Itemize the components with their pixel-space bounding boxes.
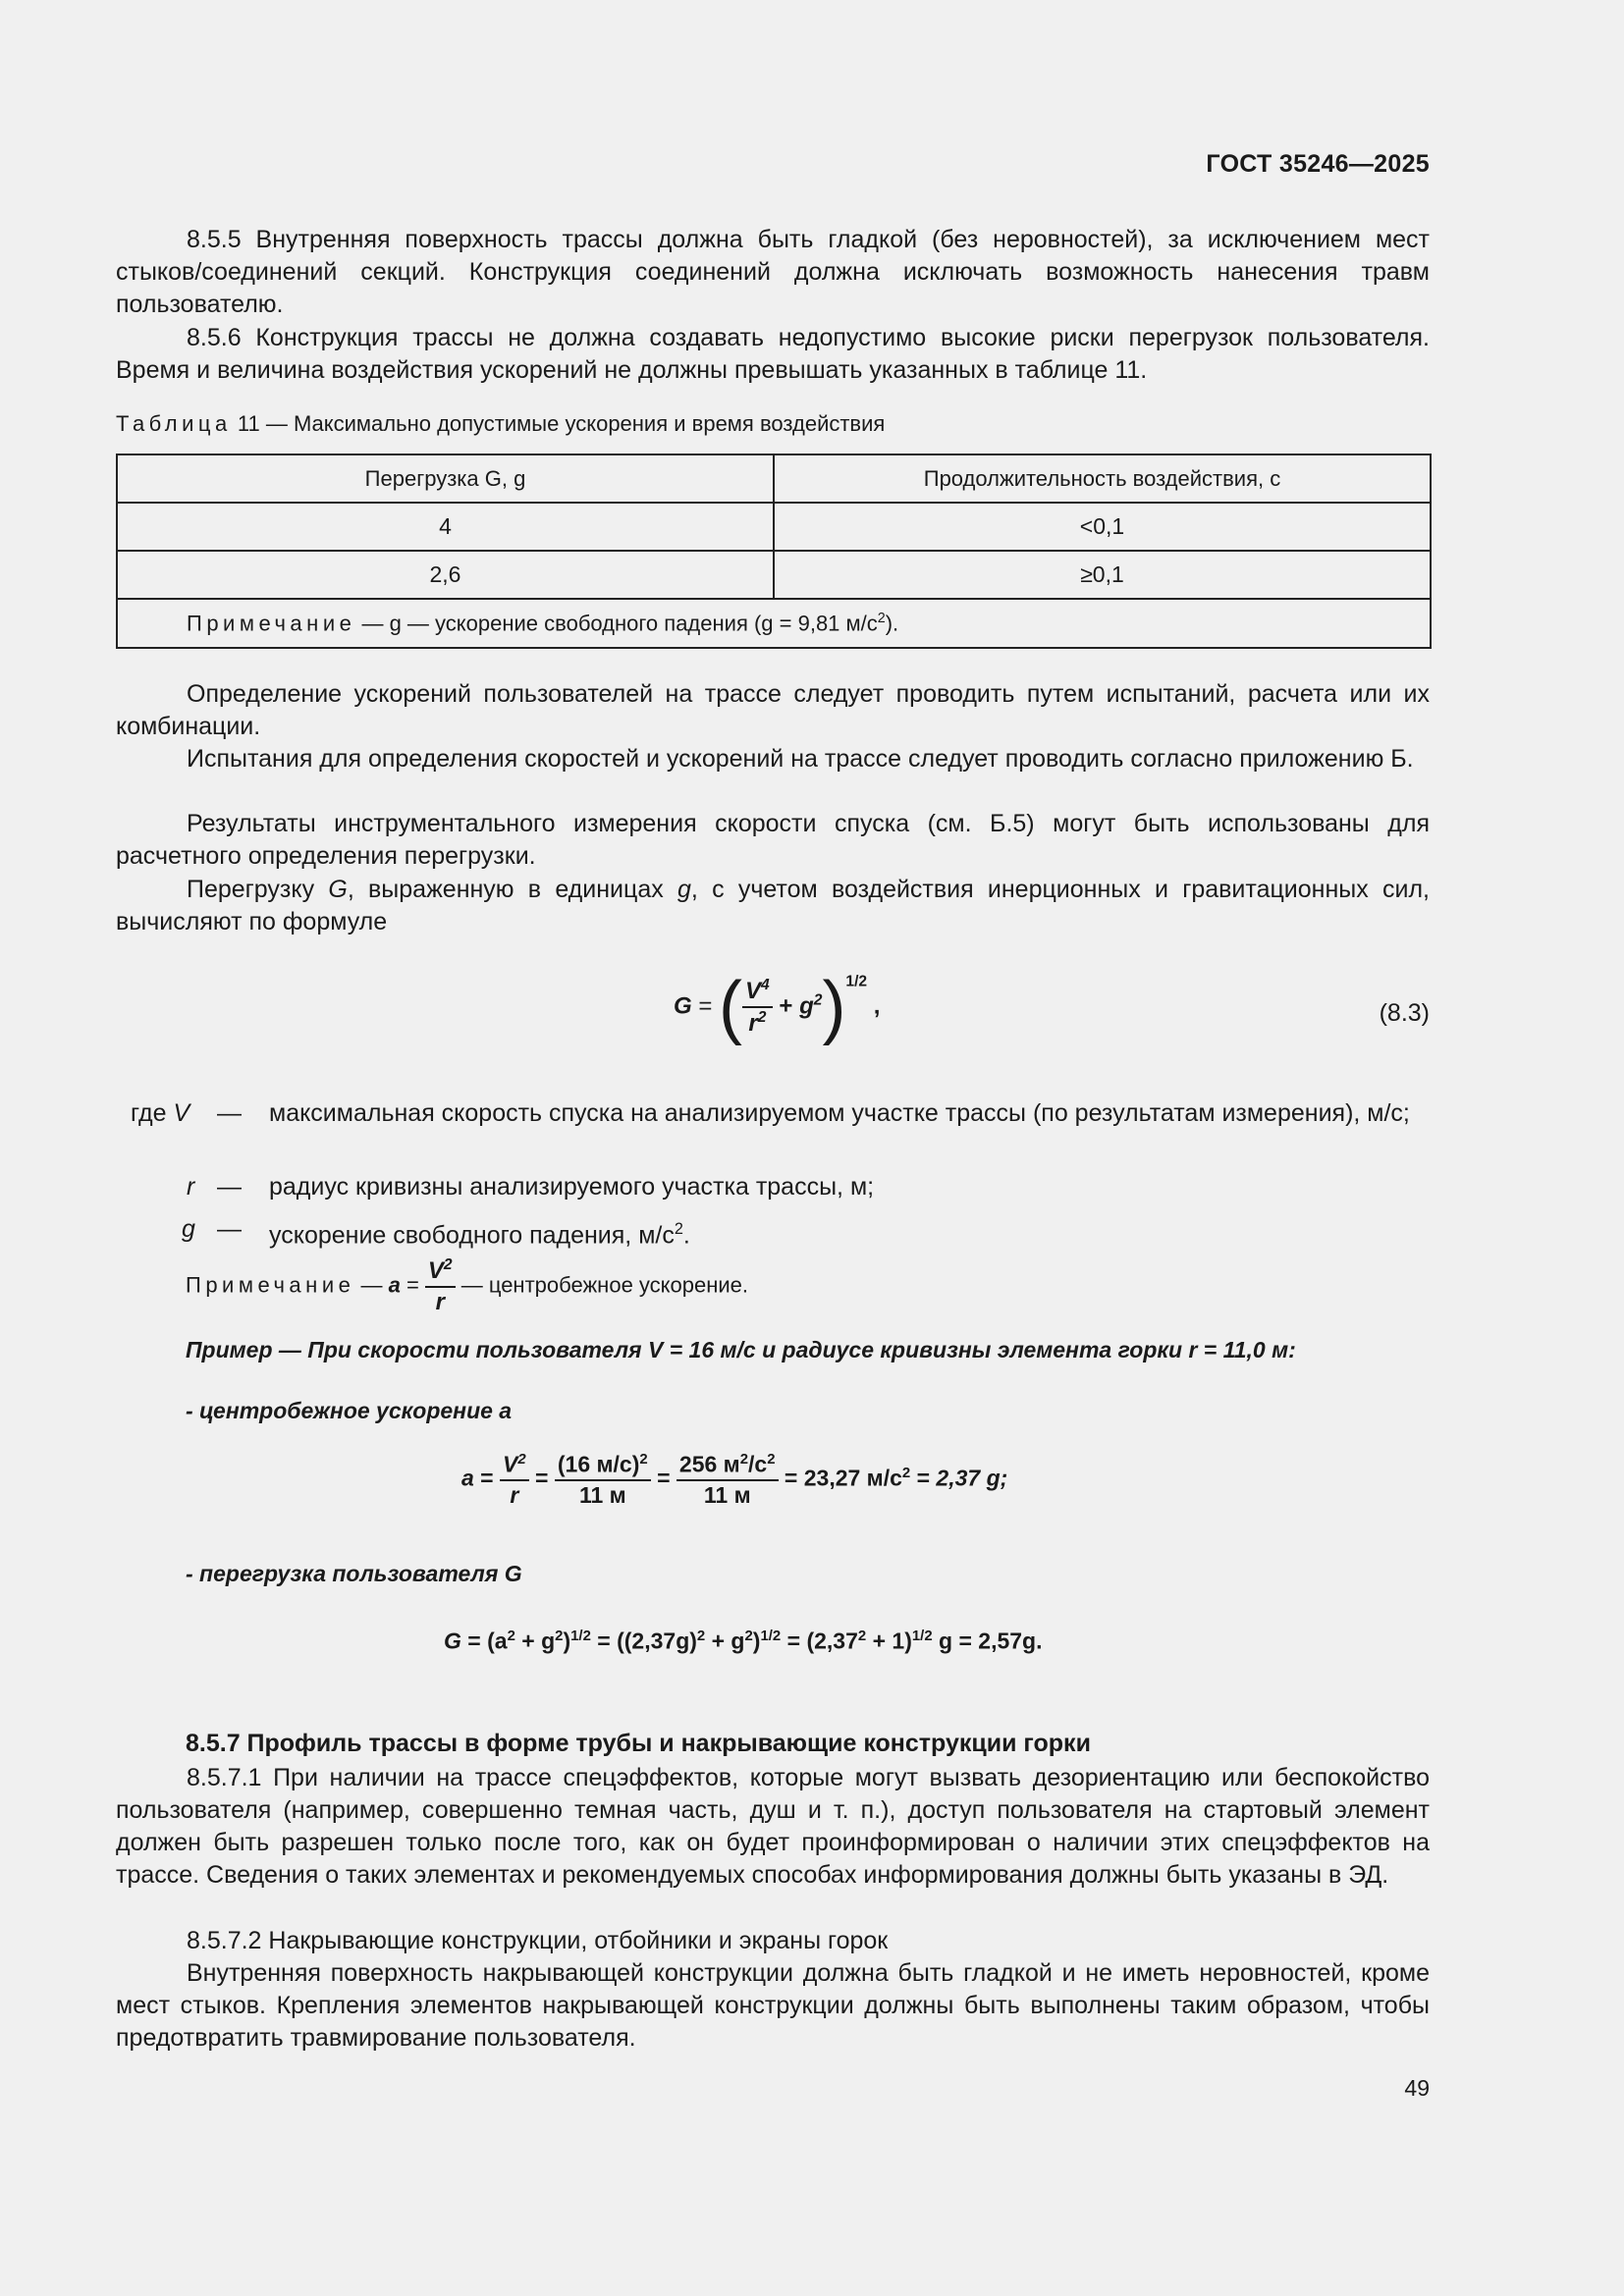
heading-857: 8.5.7 Профиль трассы в форме трубы и накрывающие конструкции горки: [186, 1730, 1091, 1757]
paragraph-inner-surface: Внутренняя поверхность накрывающей конструкции должна быть гладкой и не иметь неровностей, кроме мест стыков. Крепления элементов накрывающей конструкции должны быть выполнены таким образом, чтобы предотвратить травмирование пользователя.: [116, 1959, 1430, 2052]
page-number: 49: [1404, 2075, 1430, 2101]
acceleration-table: [116, 454, 1432, 649]
paragraph-overload: Перегрузку G, выраженную в единицах g, с учетом воздействия инерционных и гравитационных сил, вычисляют по формуле: [116, 876, 1430, 935]
document-page: ГОСТ 35246—2025 8.5.5 Внутренняя поверхность трассы должна быть гладкой (без неровностей), за исключением мест стыков/соединений секций. Конструкция соединений должна исключать возможность нанесения травм пользователю. 8.5.6 Конструкция трассы не должна создавать недопустимо высокие риски перегрузок пользователя. Время и величина воздействия ускорений не должны превышать указанных в таблице 11. Таблица 11 — Максимально допустимые ускорения и время воздействия Перегрузка G, g Продолжительность воздействия, с 4 <0,1 2,6 ≥0,1 Примечание — g — ускорение свободного падения (g = 9,81 $м/с^2$). Определение ускорений пользователей на трассе следует проводить путем испытаний, расчета или их комбинации. Испытания для определения скоростей и ускорений на трассе следует проводить согласно приложению Б. Результаты инструментального измерения скорости спуска (см. Б.5) могут быть использованы для расчетного определения перегрузки. Перегрузку G, выраженную в единицах g, с учетом воздействия инерционных и гравитационных сил, вычисляют по формуле G = ( $\frac{V^4}{r^2}$ + $g^2)^{1/2}$ , (8.3) где V — максимальная скорость спуска на анализируемом участке трассы (по результатам измерения), м/с; r — радиус кривизны анализируемого участка трассы, м; g — ускорение свободного падения, $м/с^2$. Примечание — a = $\frac{V^2}{r}$ — центробежное ускорение. Пример — При скорости пользователя V = 16 м/с и радиусе кривизны элемента горки r = 11,0 м: - центробежное ускорение a a = $\frac{V^2}{r}$ = $\frac{(16 м/с)^2}{11 м}$ = $\frac{256 м^2/с^2}{11 м}$ = 23,27 $м/с^2 = 2,37$ g; - перегрузка пользователя G $G = (a^2 + g^2)^{1/2} = ((2,37g)^2 + g^2)^{1/2} = (2,37^2 + 1)^{1/2}$ g = 2,57g. 8.5.7 Профиль трассы в форме трубы и накрывающие конструкции горки 8.5.7.1 При наличии на трассе спецэффектов, которые могут вызвать дезориентацию или беспокойство пользователя (например, совершенно темная часть, душ и т. п.), доступ пользователя на стартовый элемент должен быть разрешен только после того, как он будет проинформирован о наличии этих спецэффектов на трассе. Сведения о таких элементах и рекомендуемых способах информирования должны быть указаны в ЭД. 8.5.7.2 Накрывающие конструкции, отбойники и экраны горок Внутренняя поверхность накрывающей конструкции должна быть гладкой и не иметь неровностей, кроме мест стыков. Крепления элементов накрывающей конструкции должны быть выполнены таким образом, чтобы предотвратить травмирование пользователя. 49: [116, 150, 1430, 2101]
formula-number: (8.3): [1379, 999, 1430, 1027]
example-equation-centrifugal: a = $\frac{V^2}{r}$ = $\frac{(16 м/с)^2}{11 м}$ = $\frac{256 м^2/с^2}{11 м}$ = 23,27 $м/с^2 = 2,37$ g;: [461, 1451, 1008, 1508]
centrifugal-label: - центробежное ускорение a: [186, 1398, 513, 1423]
note-fraction: $\frac{V^2}{r}$: [425, 1256, 456, 1316]
paragraph-8572: 8.5.7.2 Накрывающие конструкции, отбойники и экраны горок: [187, 1927, 889, 1954]
table-cell: 2,6: [117, 551, 774, 599]
standard-header: ГОСТ 35246—2025: [1206, 150, 1430, 178]
paragraph-856: 8.5.6 Конструкция трассы не должна создавать недопустимо высокие риски перегрузок пользователя. Время и величина воздействия ускорений не должны превышать указанных в таблице 11.: [116, 324, 1430, 384]
table-cell: ≥0,1: [774, 551, 1431, 599]
paragraph-results: Результаты инструментального измерения скорости спуска (см. Б.5) могут быть использованы для расчетного определения перегрузки.: [116, 810, 1430, 870]
table-cell: <0,1: [774, 503, 1431, 551]
note-centrifugal: Примечание — a = $\frac{V^2}{r}$ — центробежное ускорение.: [186, 1256, 749, 1315]
formula-8-3: G = ( $\frac{V^4}{r^2}$ + $g^2)^{1/2}$ ,: [674, 968, 881, 1046]
table-row: [117, 551, 1431, 599]
overload-label: - перегрузка пользователя G: [186, 1561, 522, 1586]
paragraph-855: 8.5.5 Внутренняя поверхность трассы должна быть гладкой (без неровностей), за исключением мест стыков/соединений секций. Конструкция соединений должна исключать возможность нанесения травм пользователю.: [116, 226, 1430, 318]
table-caption: Таблица 11 — Максимально допустимые ускорения и время воздействия: [116, 411, 886, 436]
table-row: [117, 503, 1431, 551]
paragraph-8571: 8.5.7.1 При наличии на трассе спецэффектов, которые могут вызвать дезориентацию или беспокойство пользователя (например, совершенно темная часть, душ и т. п.), доступ пользователя на стартовый элемент должен быть разрешен только после того, как он будет проинформирован о наличии этих спецэффектов на трассе. Сведения о таких элементах и рекомендуемых способах информирования должны быть указаны в ЭД.: [116, 1764, 1430, 1889]
formula-fraction: $\frac{V^4}{r^2}$: [742, 977, 773, 1038]
paragraph-accel-definition: Определение ускорений пользователей на трассе следует проводить путем испытаний, расчета или их комбинации.: [116, 680, 1430, 740]
paragraph-tests: Испытания для определения скоростей и ускорений на трассе следует проводить согласно приложению Б.: [187, 745, 1414, 773]
example-equation-overload: $G = (a^2 + g^2)^{1/2} = ((2,37g)^2 + g^2)^{1/2} = (2,37^2 + 1)^{1/2}$ g = 2,57g.: [444, 1628, 1043, 1654]
example-intro: Пример — При скорости пользователя V = 16 м/с и радиусе кривизны элемента горки r = 11,0 м:: [186, 1337, 1296, 1362]
table-header-cell: Продолжительность воздействия, с: [774, 454, 1431, 503]
table-header-cell: Перегрузка G, g: [117, 454, 774, 503]
table-note: Примечание — g — ускорение свободного падения (g = 9,81 $м/с^2$).: [117, 599, 1431, 648]
table-cell: 4: [117, 503, 774, 551]
